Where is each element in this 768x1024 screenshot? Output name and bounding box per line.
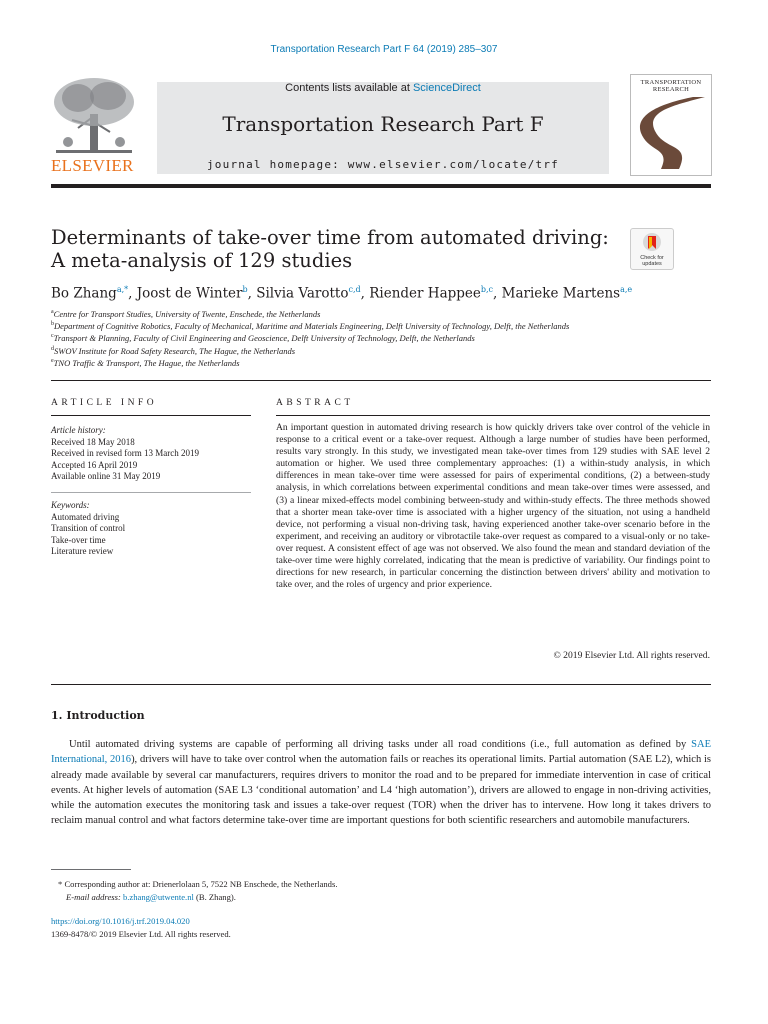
keywords-label: Keywords: (51, 500, 90, 510)
email-label: E-mail address: (66, 892, 123, 902)
email-note (66, 892, 236, 902)
section-rule (51, 380, 711, 381)
corresponding-text: Corresponding author at: Drienerlolaan 5, 7522 NB Enschede, the Netherlands. (64, 879, 338, 889)
affiliation-line (51, 346, 295, 356)
affiliation-marker: c (51, 333, 54, 340)
author-name[interactable]: Joost de Winter (136, 285, 243, 302)
intro-text: ), drivers will have to take over control when the automation fails or reaches its operational limits. Partial automation (SAE L2), which is already made available by several car manufacturers, requires drivers to monitor the road and to be prepared for immediate intervention in case of critical events. At higher levels of automation (SAE L3 ‘conditional automation’ and L4 ‘high automation’), drivers are allowed to engage in non-driving activities, while the automation executes the monitoring task and issues a take-over request (TOR) when the driver has to intervene. How long it takes drivers to reclaim manual control and what factors determine take-over time are important questions for both scientific researchers and automobile manufacturers. (51, 754, 711, 827)
affiliation-text: Transport & Planning, Faculty of Civil Engineering and Geoscience, Delft University of Technology, Delft, the Netherlands (53, 333, 475, 344)
keyword-item: Automated driving (51, 511, 120, 522)
affiliation-line (51, 358, 240, 368)
affiliation-marker: b (51, 321, 54, 328)
affiliation-text: TNO Traffic & Transport, The Hague, the Netherlands (53, 357, 240, 368)
check-for-updates-button[interactable] (630, 228, 674, 270)
affiliation-marker: a (51, 309, 54, 316)
doi-link[interactable]: https://doi.org/10.1016/j.trf.2019.04.020 (51, 916, 190, 926)
author-affiliation-marker[interactable]: b,c (480, 285, 494, 294)
sae-citation-link[interactable]: SAE International, 2016 (51, 739, 711, 766)
keywords-rule (51, 492, 251, 493)
author-name[interactable]: Silvia Varotto (256, 285, 349, 302)
author-separator: , (128, 285, 137, 302)
introduction-heading: 1. Introduction (51, 709, 145, 722)
affiliation-marker: d (51, 345, 54, 352)
author-list (51, 285, 632, 302)
keywords (51, 500, 251, 558)
affiliation-text: SWOV Institute for Road Safety Research, The Hague, the Netherlands (54, 345, 296, 356)
author-separator: , (360, 285, 370, 302)
asterisk-marker: * (58, 879, 65, 889)
article-info-rule (51, 415, 251, 416)
cover-title: TRANSPORTATION RESEARCH (640, 79, 702, 93)
affiliation-line (51, 333, 475, 343)
journal-homepage[interactable]: journal homepage: www.elsevier.com/locate/trf (206, 158, 559, 171)
footnote-rule (51, 869, 131, 870)
section-rule (51, 684, 711, 685)
title-line-1: Determinants of take-over time from automated driving: (51, 226, 609, 249)
affiliation-text: Centre for Transport Studies, University of Twente, Enschede, the Netherlands (53, 309, 321, 319)
author-separator: , (247, 285, 257, 302)
author-name[interactable]: Riender Happee (369, 285, 481, 302)
road-cover-image (635, 97, 707, 169)
author-affiliation-marker[interactable]: b (242, 285, 248, 294)
elsevier-wordmark: ELSEVIER (51, 156, 134, 175)
abstract-text: An important question in automated driving research is how quickly drivers take over control of the vehicle in response to a critical event or a take-over request. Although a large number of studies have been performed, results vary strongly. In this study, we investigated mean take-over times from 129 studies with SAE level 2 automation or higher. We used three complementary approaches: (1) a within-study analysis, in which differences in mean take-over time were assessed for pairs of experimental conditions, (2) a between-study analysis, in which correlations between experimental conditions and mean take-over times were assessed, and (3) a linear mixed-effects model combining between-study and within-study effects. The three methods showed that a shorter mean take-over time is associated with a higher urgency of the situation, not using a handheld device, not performing a visual non-driving task, having experienced another take-over scenario before in the experiment, and receiving an auditory or vibrotactile take-over request as compared to a visual-only or no take-over request. A consistent effect of age was not observed. We also found the mean and standard deviation of the take-over time were highly correlated, indicating that the mean is predictive of variability. Our findings point to directions for new research, in particular concerning the distinction between drivers' ability and motivation to take over, and the roles of urgency and prior experience. (276, 422, 710, 591)
history-item: Received in revised form 13 March 2019 (51, 448, 199, 458)
title-line-2: A meta-analysis of 129 studies (51, 249, 353, 272)
history-label: Article history: (51, 425, 106, 435)
check-updates-label: Check for updates (640, 255, 664, 267)
author-separator: , (493, 285, 502, 302)
article-history (51, 425, 251, 483)
journal-citation[interactable]: Transportation Research Part F 64 (2019) 285–307 (270, 44, 498, 55)
paper-title (51, 226, 611, 272)
affiliation-text: Department of Cognitive Robotics, Faculty of Mechanical, Maritime and Materials Engineering, Delft University of Technology, Delft, the Netherlands (54, 321, 570, 332)
affiliation-line (51, 321, 569, 331)
affiliation-marker: e (51, 357, 54, 364)
contents-line (157, 82, 609, 94)
contents-prefix: Contents lists available at (285, 82, 413, 94)
intro-text: Until automated driving systems are capable of performing all driving tasks under all road conditions (i.e., full automation as defined by (69, 739, 692, 750)
history-item: Available online 31 May 2019 (51, 471, 161, 481)
article-info-heading: ARTICLE INFO (51, 398, 158, 408)
history-item: Accepted 16 April 2019 (51, 459, 138, 470)
keyword-item: Transition of control (51, 523, 126, 533)
keyword-item: Literature review (51, 546, 114, 556)
bookmark-icon (642, 232, 662, 254)
email-suffix: (B. Zhang). (193, 892, 236, 902)
author-name[interactable]: Marieke Martens (501, 285, 621, 302)
journal-name: Transportation Research Part F (222, 112, 544, 136)
email-link[interactable]: b.zhang@utwente.nl (122, 892, 194, 902)
abstract-copyright: © 2019 Elsevier Ltd. All rights reserved. (553, 650, 710, 661)
sciencedirect-link[interactable]: ScienceDirect (412, 82, 481, 94)
keyword-item: Take-over time (51, 534, 106, 545)
header-rule (51, 184, 711, 188)
history-item: Received 18 May 2018 (51, 436, 135, 447)
introduction-paragraph (51, 737, 711, 829)
author-name[interactable]: Bo Zhang (51, 285, 117, 302)
corresponding-author-note (58, 879, 337, 889)
journal-cover-thumbnail[interactable] (630, 74, 712, 176)
affiliation-line (51, 309, 320, 319)
abstract-rule (276, 415, 710, 416)
author-affiliation-marker[interactable]: a,e (620, 285, 633, 294)
abstract-heading: ABSTRACT (276, 398, 354, 408)
author-affiliation-marker[interactable]: a,* (116, 285, 129, 294)
issn-copyright: 1369-8478/© 2019 Elsevier Ltd. All rights reserved. (51, 929, 231, 939)
author-affiliation-marker[interactable]: c,d (348, 285, 361, 294)
